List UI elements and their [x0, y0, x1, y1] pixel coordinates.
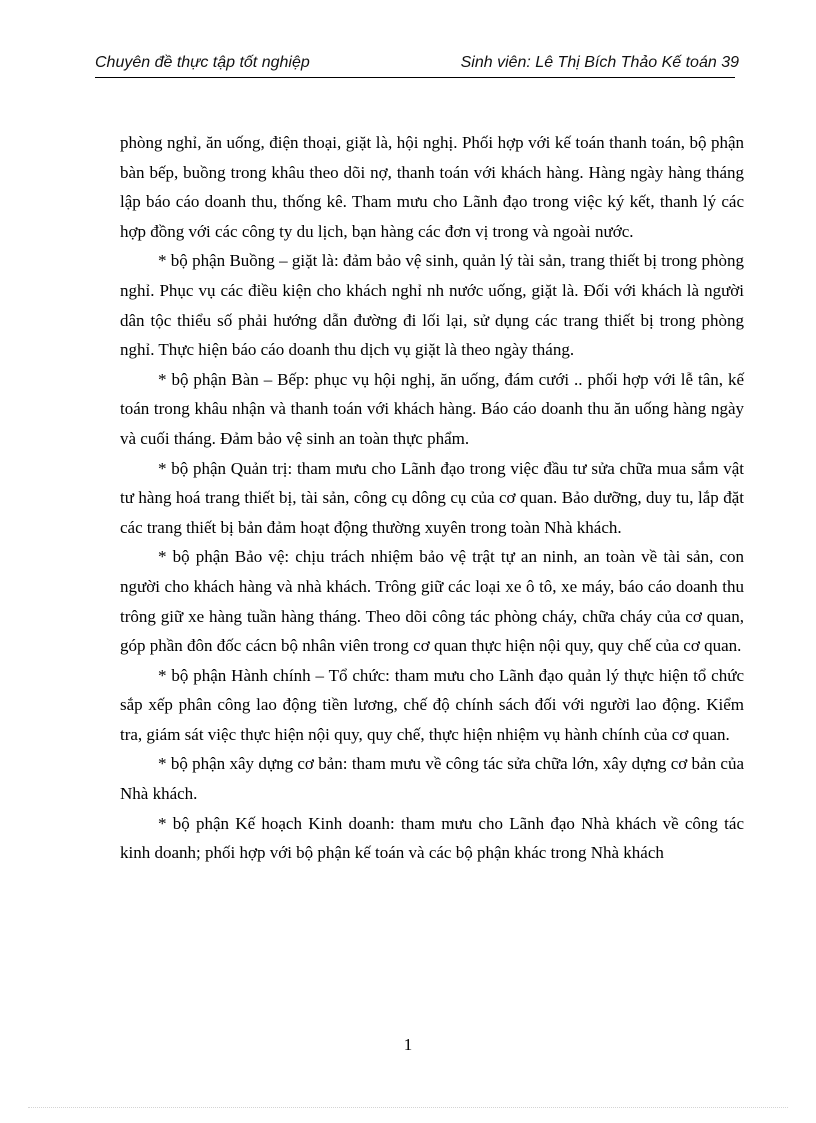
page-header	[95, 54, 745, 78]
document-body	[120, 128, 744, 868]
body-paragraph: * bộ phận xây dựng cơ bản: tham mưu về công tác sửa chữa lớn, xây dựng cơ bản của Nhà khách.	[120, 754, 744, 804]
header-report-title: Chuyên đề thực tập tốt nghiệp	[95, 54, 310, 71]
page-bottom-divider	[28, 1107, 788, 1108]
body-paragraph: phòng nghỉ, ăn uống, điện thoại, giặt là, hội nghị. Phối hợp với kế toán thanh toán, bộ phận bàn bếp, buồng trong khâu theo dõi nợ, thanh toán với khách hàng. Hàng ngày hàng tháng lập báo cáo doanh thu, thống kê. Tham mưu cho Lãnh đạo trong việc ký kết, thanh lý các hợp đồng với các công ty du lịch, bạn hàng các đơn vị trong và ngoài nước.	[120, 133, 744, 241]
body-paragraph: * bộ phận Buồng – giặt là: đảm bảo vệ sinh, quản lý tài sản, trang thiết bị trong phòng nghỉ. Phục vụ các điều kiện cho khách nghỉ nh nước uống, giặt là. Đối với khách là người dân tộc thiểu số phải hướng dẫn đường đi lối lại, sử dụng các trang thiết bị trong phòng nghỉ. Thực hiện báo cáo doanh thu dịch vụ giặt là theo ngày tháng.	[120, 251, 744, 360]
body-paragraph: * bộ phận Kế hoạch Kinh doanh: tham mưu cho Lãnh đạo Nhà khách về công tác kinh doanh; phối hợp với bộ phận kế toán và các bộ phận khác trong Nhà khách	[120, 813, 744, 863]
page-number: 1	[403, 1035, 413, 1054]
body-paragraph: * bộ phận Quản trị: tham mưu cho Lãnh đạo trong việc đầu tư sửa chữa mua sắm vật tư hàng hoá trang thiết bị, tài sản, công cụ dông cụ của cơ quan. Bảo dưỡng, duy tu, lắp đặt các trang thiết bị bản đảm hoạt động thường xuyên trong toàn Nhà khách.	[120, 458, 744, 537]
header-student-info: Sinh viên: Lê Thị Bích Thảo Kế toán 39	[460, 54, 739, 71]
body-paragraph: * bộ phận Hành chính – Tổ chức: tham mưu cho Lãnh đạo quản lý thực hiện tổ chức sắp xếp phân công lao động tiền lương, chế độ chính sách đối với người lao động. Kiểm tra, giám sát việc thực hiện nội quy, quy chế, thực hiện nhiệm vụ hành chính của cơ quan.	[120, 665, 744, 744]
body-paragraph: * bộ phận Bảo vệ: chịu trách nhiệm bảo vệ trật tự an ninh, an toàn về tài sản, con người cho khách hàng và nhà khách. Trông giữ các loại xe ô tô, xe máy, báo cáo doanh thu trông giữ xe hàng tuần hàng tháng. Theo dõi công tác phòng cháy, chữa cháy của cơ quan, góp phần đôn đốc cácn bộ nhân viên trong cơ quan thực hiện nội quy, quy chế của cơ quan.	[120, 547, 744, 656]
body-paragraph: * bộ phận Bàn – Bếp: phục vụ hội nghị, ăn uống, đám cưới .. phối hợp với lễ tân, kế toán trong khâu nhận và thanh toán với khách hàng. Báo cáo doanh thu ăn uống hàng ngày và cuối tháng. Đảm bảo vệ sinh an toàn thực phẩm.	[120, 369, 744, 448]
header-divider	[95, 77, 735, 78]
